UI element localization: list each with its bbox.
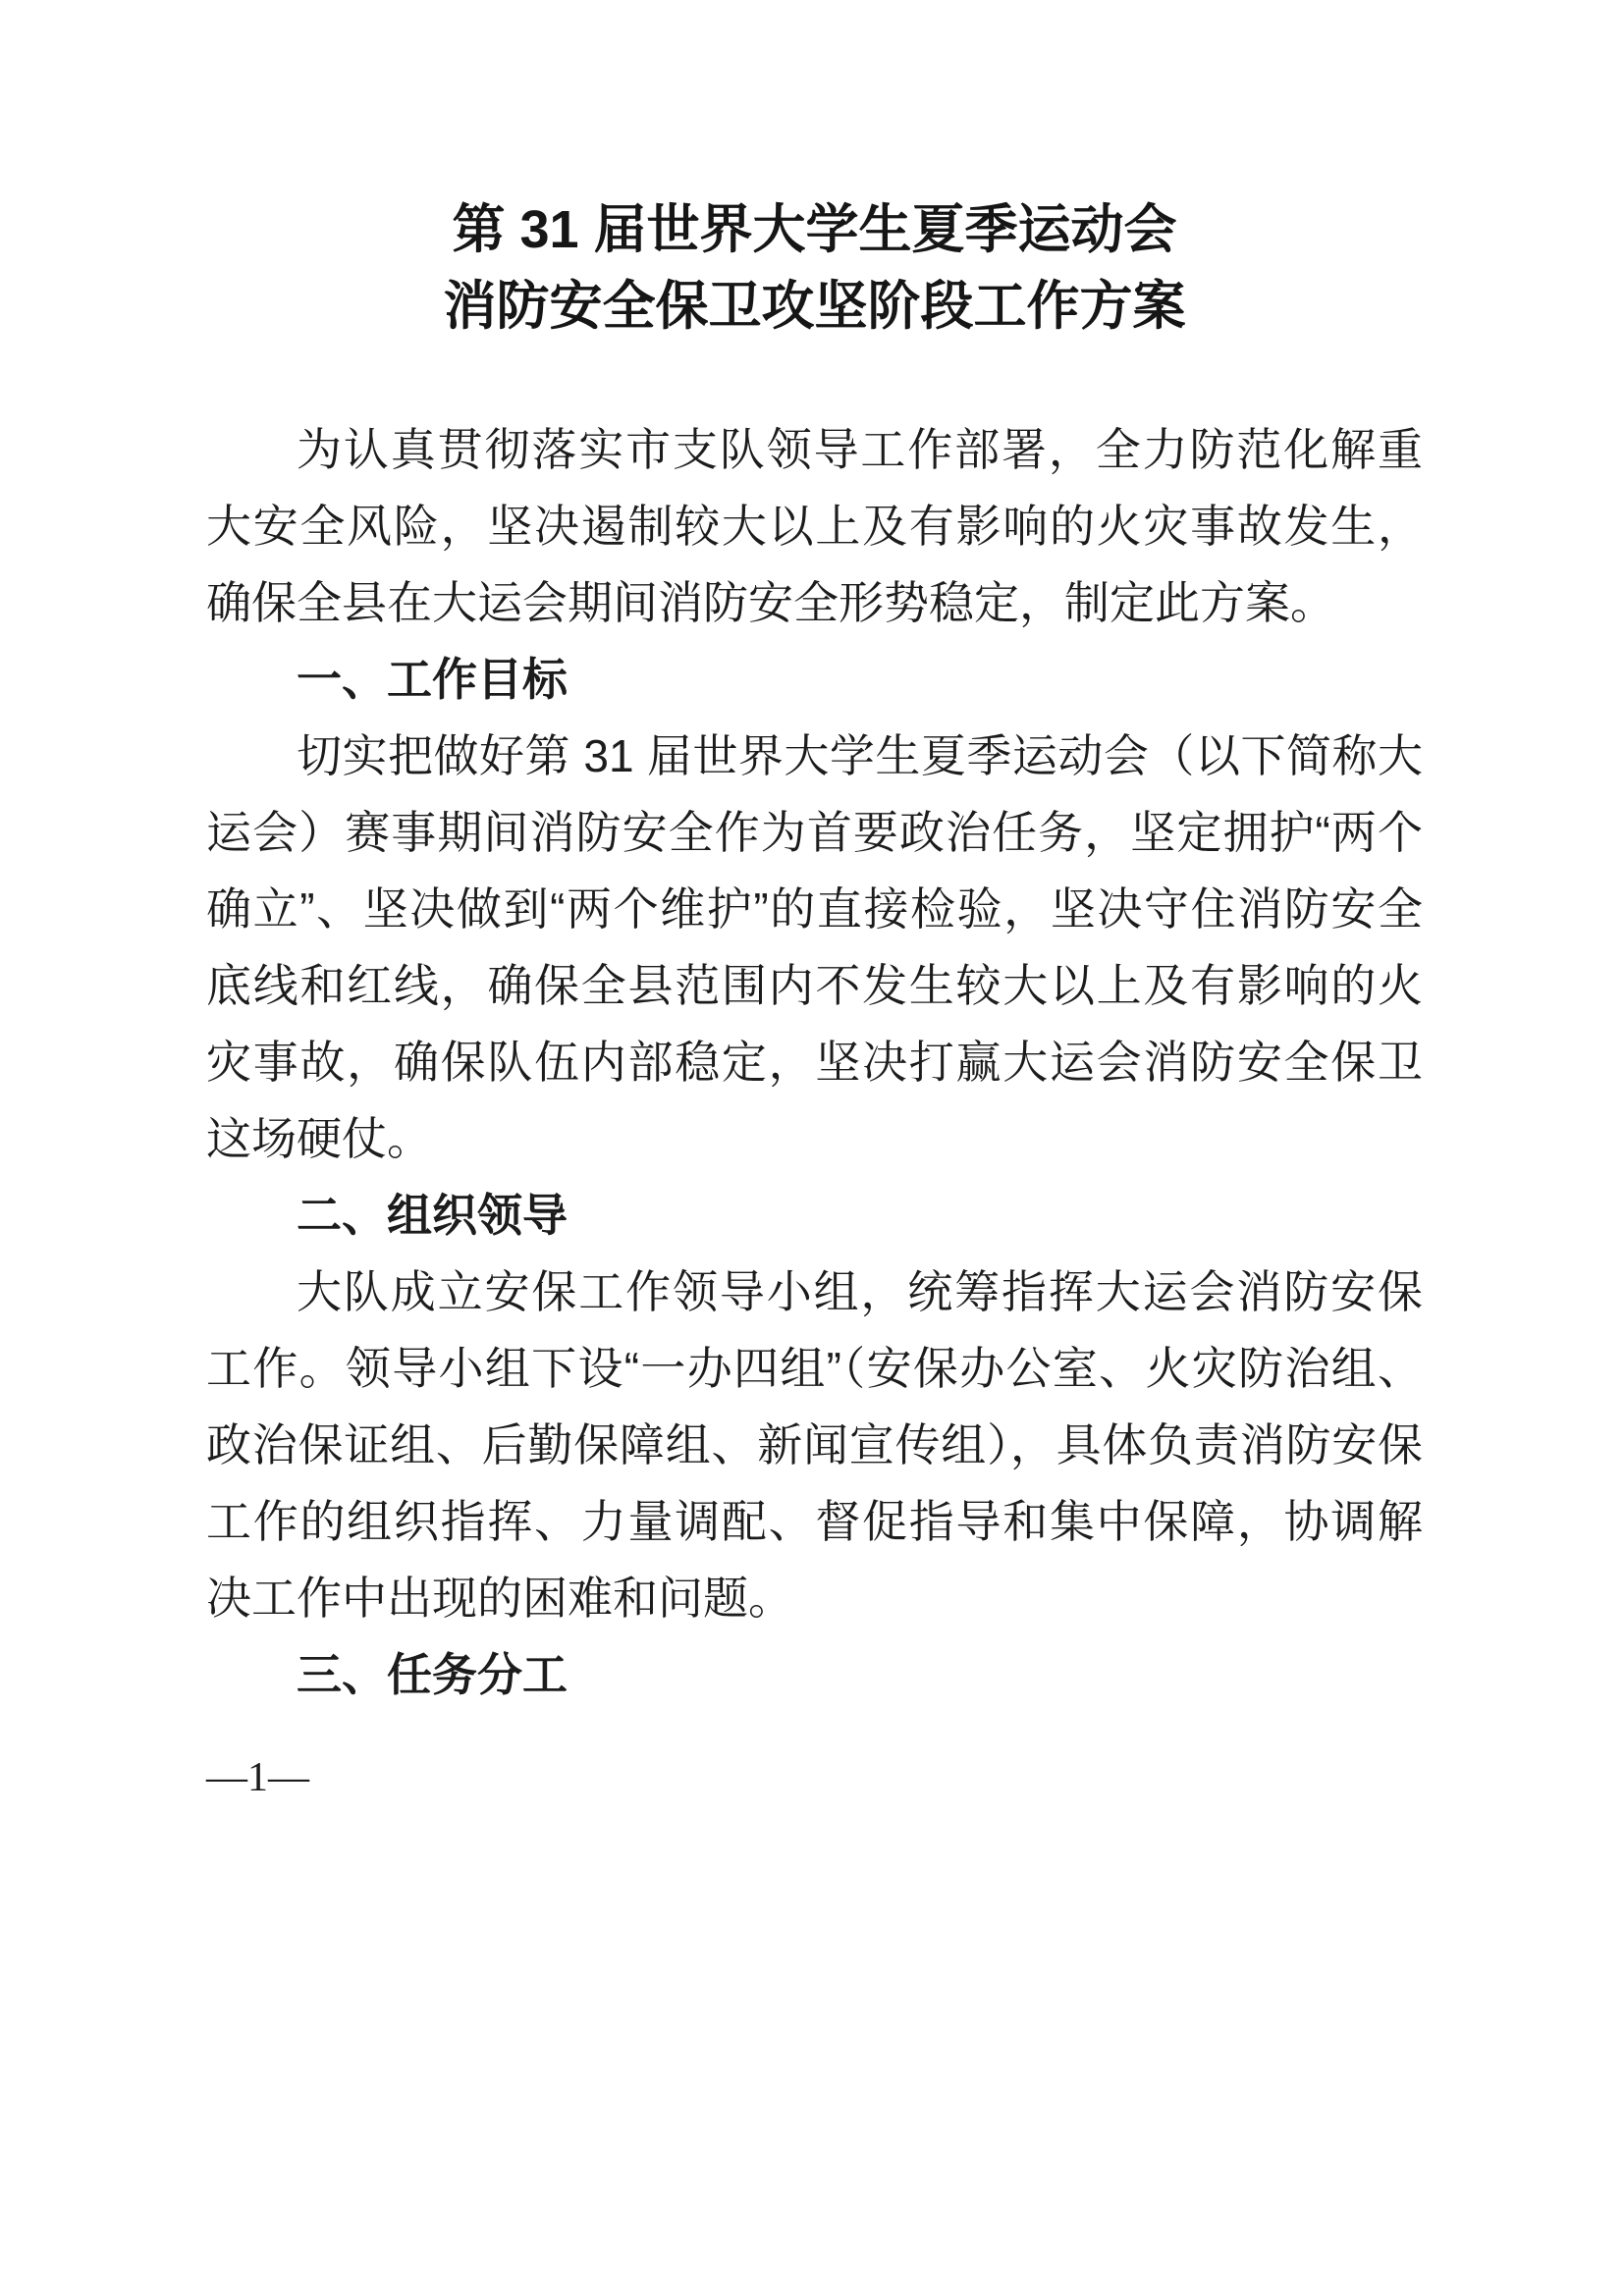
document-body [206,411,1423,1807]
section-heading-1: 一、工作目标 [297,654,568,705]
paragraph-organization: 大队成立安保工作领导小组，统筹指挥大运会消防安保工作。领导小组下设“一办四组”（安保办公室、火灾防治组、政治保证组、后勤保障组、新闻宣传组），具体负责消防安保工作的组织指挥、力量调配、督促指导和集中保障，协调解决工作中出现的困难和问题。 [206,1266,1423,1624]
paragraph-intro: 为认真贯彻落实市支队领导工作部署，全力防范化解重大安全风险，坚决遏制较大以上及有影响的火灾事故发生，确保全县在大运会期间消防安全形势稳定，制定此方案。 [206,424,1423,628]
document-title [206,191,1423,345]
page-number: —1— [206,1755,309,1800]
document-title-line-2: 消防安全保卫攻坚阶段工作方案 [443,277,1186,336]
paragraph-goals: 切实把做好第 31 届世界大学生夏季运动会（以下简称大运会）赛事期间消防安全作为首要政治任务，坚定拥护“两个确立”、坚决做到“两个维护”的直接检验，坚决守住消防安全底线和红线，确保全县范围内不发生较大以上及有影响的火灾事故，确保队伍内部稳定，坚决打赢大运会消防安全保卫这场硬仗。 [206,730,1423,1164]
document-title-line-1: 第 31 届世界大学生夏季运动会 [452,200,1177,259]
section-heading-2: 二、组织领导 [297,1190,568,1241]
section-heading-3: 三、任务分工 [297,1649,568,1700]
